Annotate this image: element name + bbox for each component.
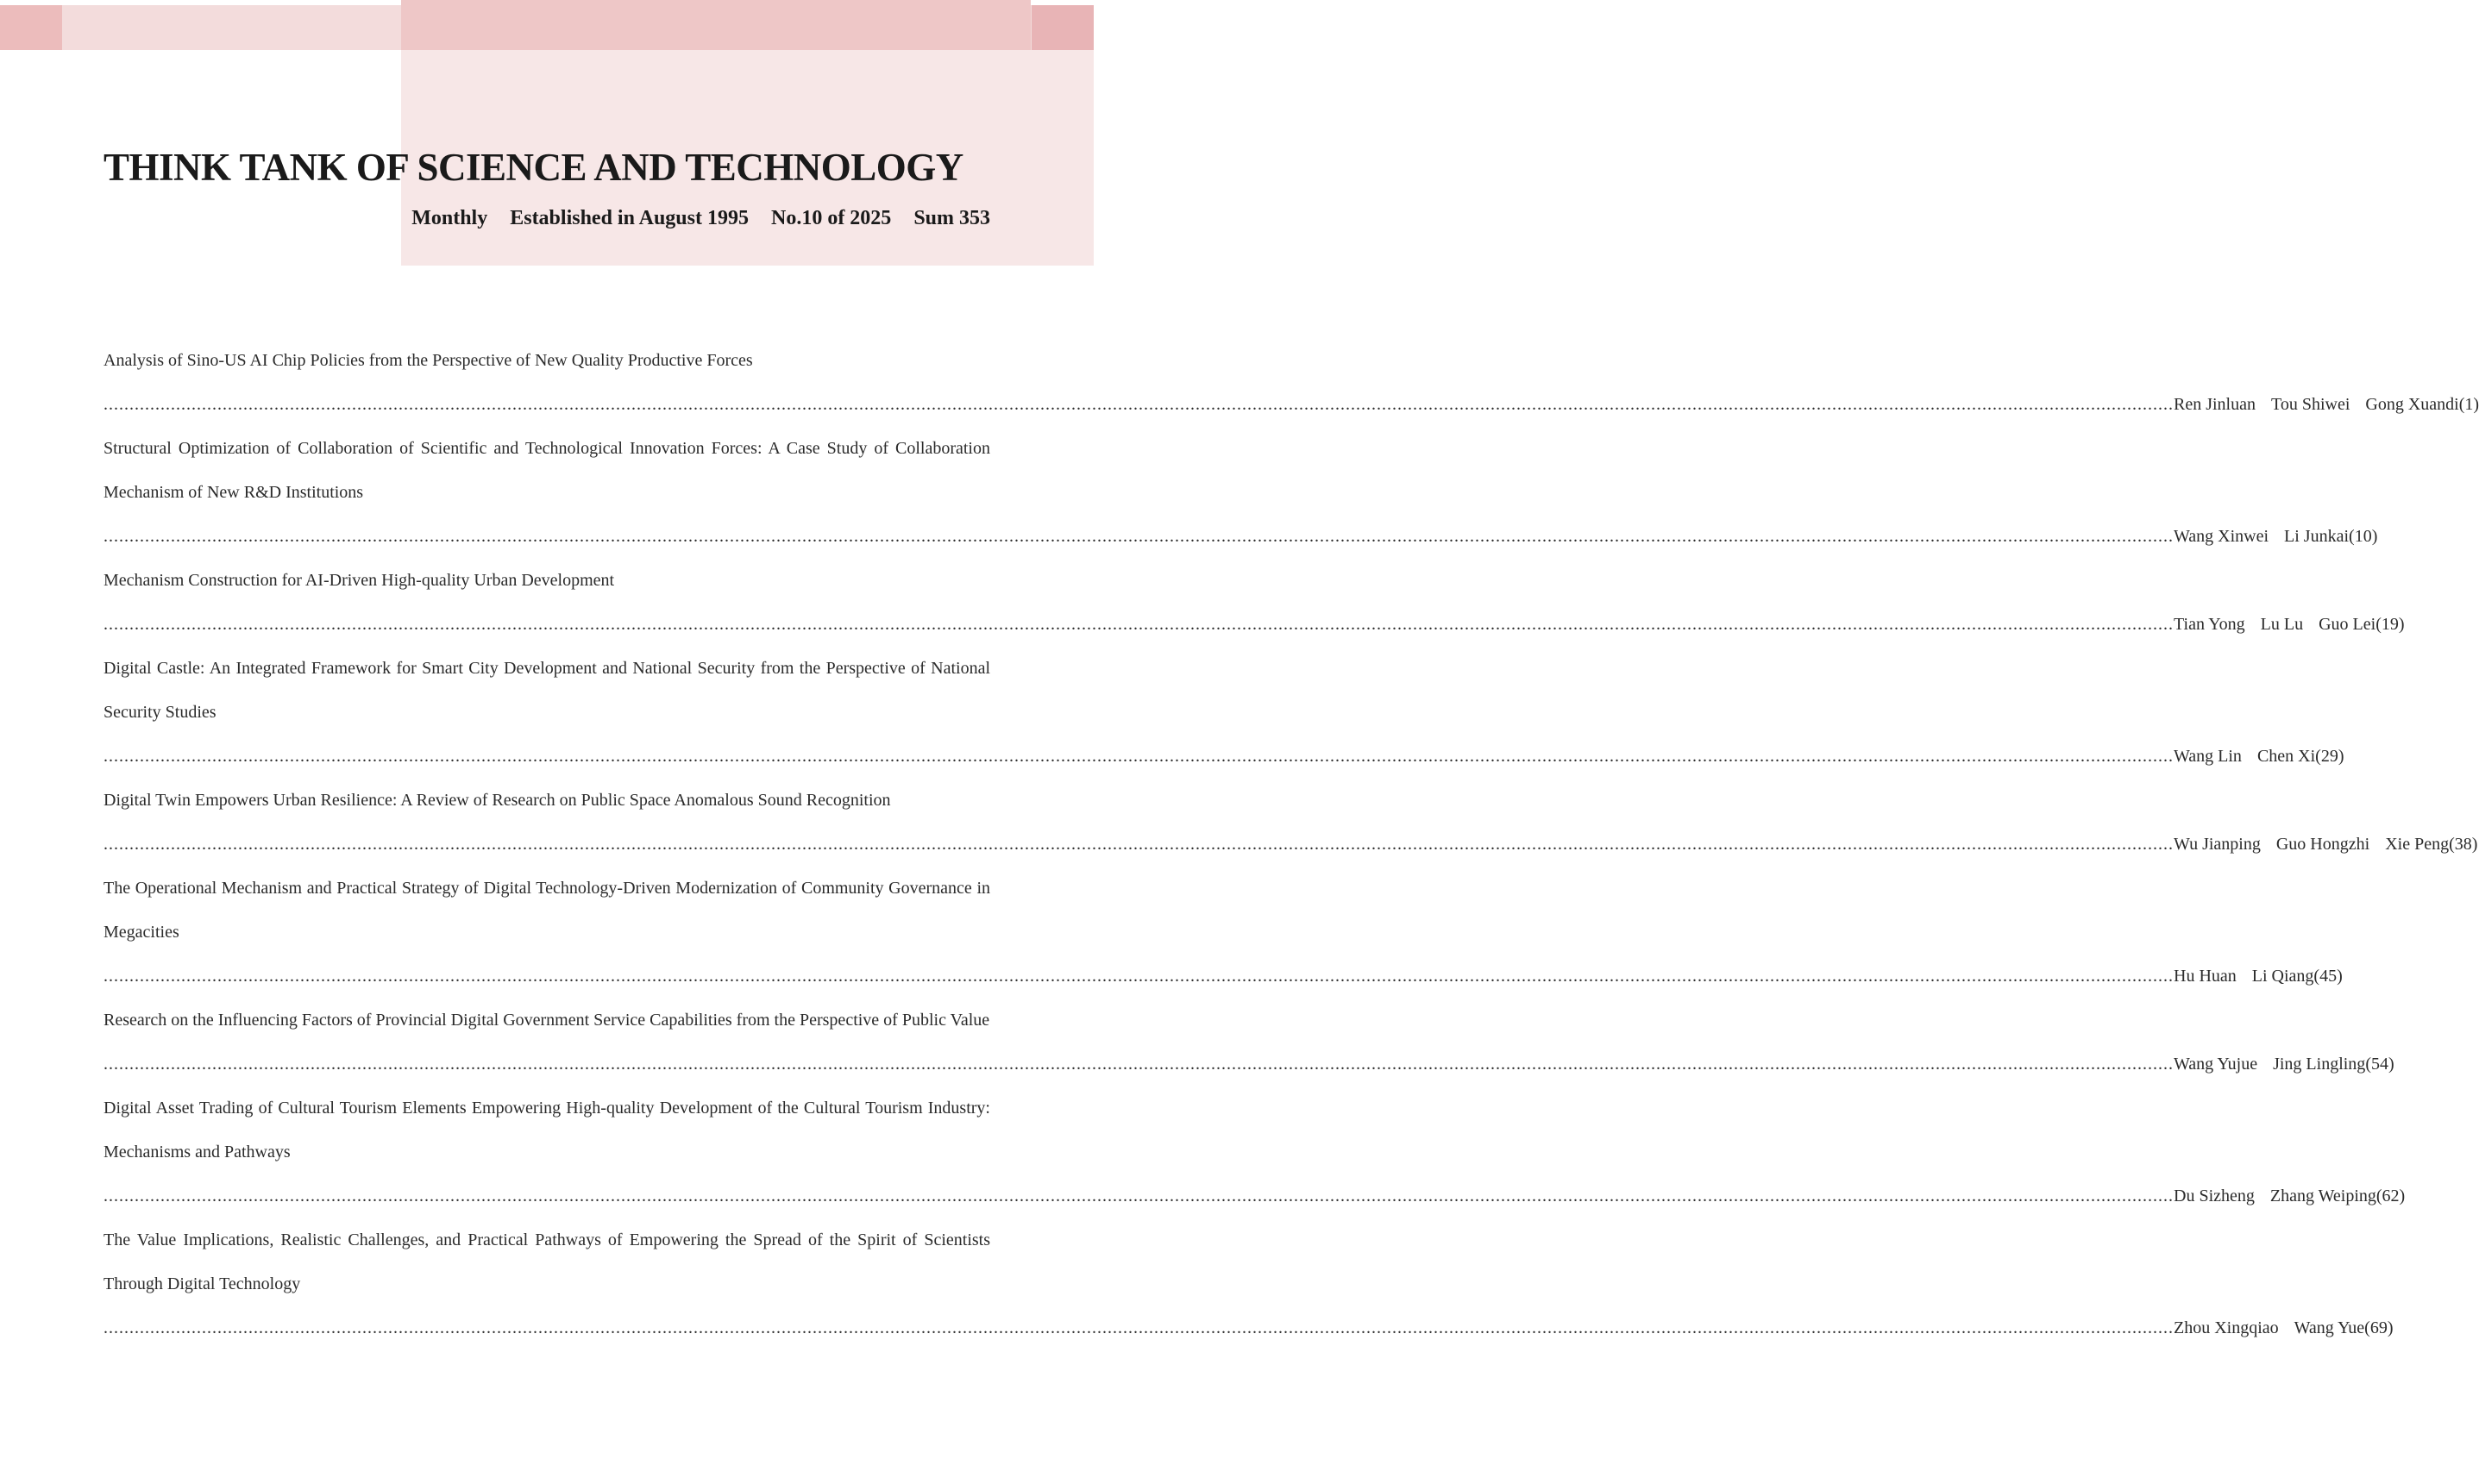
journal-title: THINK TANK OF SCIENCE AND TECHNOLOGY	[104, 146, 963, 189]
toc-entry-authors	[2174, 1174, 2405, 1218]
toc-entry-authors	[2174, 515, 2377, 559]
toc-entry	[104, 427, 2378, 559]
toc-entry-title: The Operational Mechanism and Practical Strategy of Digital Technology-Driven Modernization of Community Governance in Megacities	[104, 879, 990, 942]
author-name: Du Sizheng	[2174, 1187, 2255, 1205]
page-number: (10)	[2349, 527, 2378, 546]
toc-entry-title: Analysis of Sino-US AI Chip Policies from the Perspective of New Quality Productive Forces	[104, 351, 753, 370]
page-number: (54)	[2365, 1055, 2394, 1074]
dot-leader: ................................................................................................................................................................................................................................................................................................................................................................................................................	[104, 835, 2174, 854]
dot-leader: ................................................................................................................................................................................................................................................................................................................................................................................................................	[104, 1318, 2174, 1337]
journal-issue: No.10 of 2025	[770, 207, 892, 229]
page-number: (29)	[2315, 747, 2344, 766]
author-name: Tou Shiwei	[2271, 395, 2350, 414]
dot-leader: ................................................................................................................................................................................................................................................................................................................................................................................................................	[104, 967, 2174, 986]
author-name: Gong Xuandi	[2365, 395, 2459, 414]
author-name: Chen Xi	[2256, 747, 2316, 766]
toc-entry-title: Structural Optimization of Collaboration of Scientific and Technological Innovation Forces: A Case Study of Collaboration Mechanism of New R&D Institutions	[104, 439, 990, 502]
toc-entry-title: Research on the Influencing Factors of Provincial Digital Government Service Capabilities from the Perspective of Public Value	[104, 1011, 990, 1030]
toc-entry-byline	[104, 1174, 2406, 1218]
header-block-right	[1032, 5, 1094, 50]
toc-entry-authors	[2174, 383, 2479, 427]
journal-info	[411, 207, 990, 230]
dot-leader: ................................................................................................................................................................................................................................................................................................................................................................................................................	[104, 1055, 2174, 1074]
journal-established: Established in August 1995	[510, 207, 749, 229]
page-number: (45)	[2313, 967, 2343, 986]
toc-entry-title: Digital Twin Empowers Urban Resilience: A Review of Research on Public Space Anomalous Sound Recognition	[104, 791, 891, 810]
toc-entry-authors	[2174, 1306, 2394, 1350]
journal-frequency: Monthly	[411, 207, 488, 229]
toc-entry-byline	[104, 1043, 2394, 1086]
author-name: Jing Lingling	[2273, 1055, 2366, 1074]
dot-leader: ................................................................................................................................................................................................................................................................................................................................................................................................................	[104, 527, 2174, 546]
header-block-middle	[401, 0, 1031, 50]
toc-entry-title: Digital Asset Trading of Cultural Tourism Elements Empowering High-quality Development of the Cultural Tourism Industry: Mechanisms and Pathways	[104, 1099, 990, 1162]
toc-entry	[104, 647, 2344, 779]
header-block-left	[0, 5, 62, 50]
author-name: Wang Yue	[2294, 1318, 2365, 1337]
author-name: Wu Jianping	[2174, 835, 2261, 854]
toc-entry	[104, 867, 2343, 999]
author-name: Li Qiang	[2251, 967, 2314, 986]
journal-sum: Sum 353	[913, 207, 990, 229]
toc-entry-authors	[2174, 735, 2344, 779]
page-number: (1)	[2458, 395, 2479, 414]
author-name: Xie Peng	[2385, 835, 2450, 854]
toc-entry-authors	[2174, 1043, 2394, 1086]
toc-entry-authors	[2174, 823, 2477, 867]
author-name: Tian Yong	[2174, 615, 2245, 634]
toc-entry	[104, 779, 2478, 867]
dot-leader: ................................................................................................................................................................................................................................................................................................................................................................................................................	[104, 747, 2174, 766]
page-number: (62)	[2375, 1187, 2406, 1205]
table-of-contents	[104, 339, 2479, 1350]
author-name: Guo Lei	[2319, 615, 2376, 634]
toc-entry	[104, 999, 2394, 1086]
toc-entry-authors	[2174, 955, 2343, 999]
author-name: Li Junkai	[2284, 527, 2350, 546]
author-name: Zhou Xingqiao	[2174, 1318, 2279, 1337]
toc-entry	[104, 1086, 2406, 1218]
toc-entry-title: The Value Implications, Realistic Challenges, and Practical Pathways of Empowering the Spread of the Spirit of Scientists Through Digital Technology	[104, 1230, 990, 1293]
author-name: Ren Jinluan	[2174, 395, 2256, 414]
toc-entry-byline	[104, 603, 2405, 647]
toc-entry-byline	[104, 515, 2378, 559]
toc-entry	[104, 339, 2479, 427]
author-name: Wang Xinwei	[2174, 527, 2269, 546]
author-name: Hu Huan	[2174, 967, 2237, 986]
toc-entry-byline	[104, 955, 2343, 999]
page-number: (19)	[2375, 615, 2405, 634]
author-name: Lu Lu	[2260, 615, 2304, 634]
toc-entry-byline	[104, 823, 2478, 867]
dot-leader: ................................................................................................................................................................................................................................................................................................................................................................................................................	[104, 395, 2174, 414]
toc-entry-byline	[104, 383, 2479, 427]
dot-leader: ................................................................................................................................................................................................................................................................................................................................................................................................................	[104, 615, 2174, 634]
author-name: Wang Lin	[2174, 747, 2242, 766]
toc-entry-title: Digital Castle: An Integrated Framework for Smart City Development and National Security from the Perspective of National Security Studies	[104, 659, 990, 722]
toc-entry-authors	[2174, 603, 2405, 647]
toc-entry-title: Mechanism Construction for AI-Driven High-quality Urban Development	[104, 571, 615, 590]
toc-entry	[104, 559, 2405, 647]
toc-entry	[104, 1218, 2394, 1350]
toc-entry-byline	[104, 1306, 2394, 1350]
dot-leader: ................................................................................................................................................................................................................................................................................................................................................................................................................	[104, 1187, 2174, 1205]
author-name: Guo Hongzhi	[2275, 835, 2370, 854]
page-number: (69)	[2364, 1318, 2394, 1337]
page-number: (38)	[2449, 835, 2478, 854]
author-name: Wang Yujue	[2174, 1055, 2258, 1074]
author-name: Zhang Weiping	[2269, 1187, 2376, 1205]
toc-entry-byline	[104, 735, 2344, 779]
